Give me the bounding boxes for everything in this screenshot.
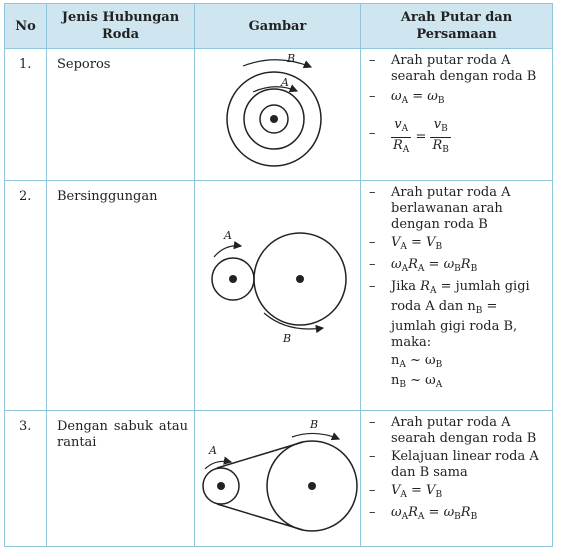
- wheel-a-axle: [229, 275, 237, 283]
- list-item: $n_A$ ~ $\omega_B$ $n_B$ ~ $\omega_A$: [391, 353, 443, 390]
- list-item: – Arah putar roda A searah dengan roda B: [369, 415, 537, 446]
- label-b: B: [287, 52, 296, 65]
- axle-dot: [270, 115, 278, 123]
- rotation-arrow-b: [292, 433, 339, 439]
- label-b: B: [283, 332, 292, 345]
- list-item: – Jika $R_A$ = jumlah gigi roda A dan $n_B$ = jumlah gigi roda B, maka:: [369, 279, 530, 350]
- row-type: Bersinggungan: [47, 181, 195, 411]
- row-type: Dengan sabuk atau rantai: [47, 411, 195, 547]
- belt-top: [217, 442, 303, 468]
- list-item: – $\omega_A = \omega_B$: [369, 89, 445, 106]
- label-a: A: [224, 229, 232, 242]
- wheel-b-axle: [308, 482, 316, 490]
- table-row: [5, 49, 553, 181]
- belt-wheels-figure: [195, 411, 361, 547]
- list-item: – $\omega_AR_A = \omega_BR_B$: [369, 257, 478, 274]
- row-type: Seporos: [47, 49, 195, 181]
- wheel-relations-table: [4, 3, 553, 547]
- rotation-arrow-a: [214, 246, 241, 257]
- table-row: [5, 181, 553, 411]
- row-description: [361, 49, 553, 181]
- row-number: 3.: [5, 411, 47, 547]
- row-number: 2.: [5, 181, 47, 411]
- wheel-a-axle: [217, 482, 225, 490]
- label-b: B: [310, 418, 319, 431]
- list-item: – Arah putar roda A searah dengan roda B: [369, 53, 537, 84]
- list-item: – Arah putar roda A berlawanan arah dengan roda B: [369, 185, 511, 232]
- label-a: A: [209, 444, 217, 457]
- table-row: [5, 411, 553, 547]
- belt-bottom: [217, 504, 303, 530]
- header-gambar: Gambar: [195, 4, 361, 49]
- list-item: – $\omega_AR_A = \omega_BR_B$: [369, 505, 478, 522]
- coaxial-wheels-figure: [195, 49, 361, 181]
- list-item: – $\frac{v_A}{R_A}$ = $\frac{v_B}{R_B}$: [369, 117, 449, 155]
- list-item: – $V_A = V_B$: [369, 483, 443, 500]
- row-description: [361, 181, 553, 411]
- list-item: – Kelajuan linear roda A dan B sama: [369, 449, 539, 480]
- row-number: 1.: [5, 49, 47, 181]
- wheel-b-axle: [296, 275, 304, 283]
- touching-wheels-figure: [195, 181, 361, 411]
- row-description: [361, 411, 553, 547]
- header-no: No: [5, 4, 47, 49]
- table-header-row: [5, 4, 553, 49]
- list-item: – $V_A = V_B$: [369, 235, 443, 252]
- rotation-arrow-b: [243, 60, 311, 67]
- label-a: A: [281, 76, 289, 89]
- header-arah: Arah Putar dan Persamaan: [361, 4, 553, 49]
- header-jenis: Jenis Hubungan Roda: [47, 4, 195, 49]
